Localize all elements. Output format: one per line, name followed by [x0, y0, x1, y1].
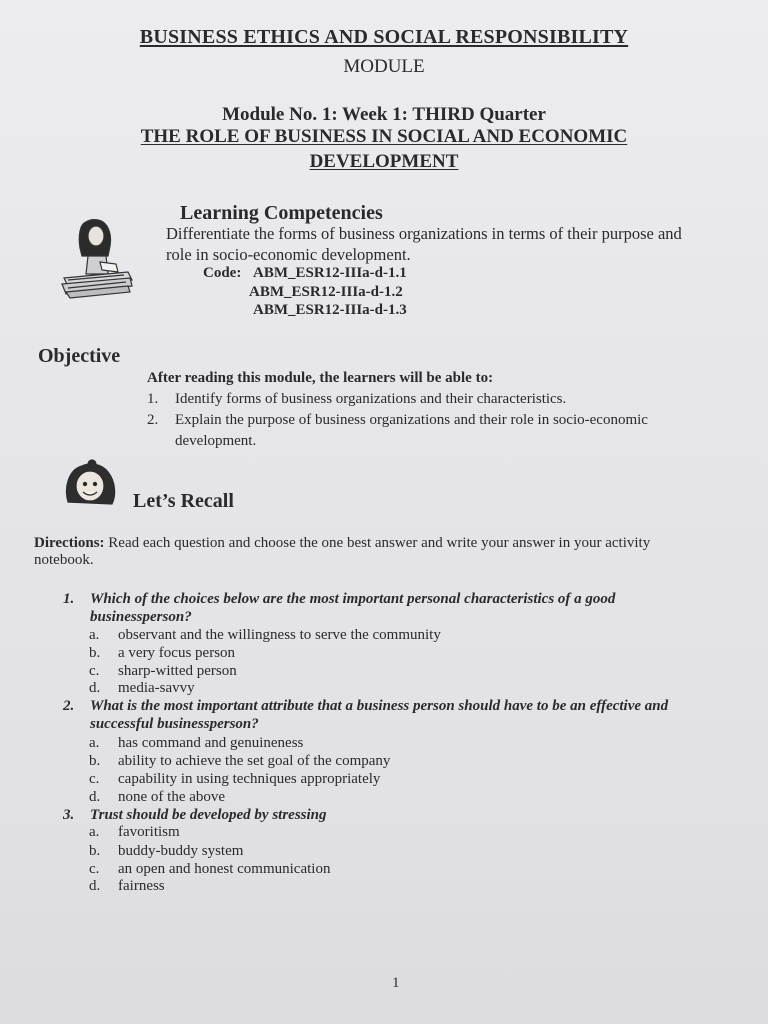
question-number: 1. — [63, 591, 75, 607]
option-letter: c. — [89, 771, 100, 787]
option-text: observant and the willingness to serve the community — [118, 627, 441, 643]
question-text: businessperson? — [90, 609, 192, 625]
option-letter: d. — [89, 789, 101, 805]
lets-recall-heading: Let’s Recall — [133, 490, 234, 512]
competency-code-3: ABM_ESR12-IIIa-d-1.3 — [253, 302, 407, 318]
option-text: favoritism — [118, 824, 180, 840]
option-text: fairness — [118, 878, 165, 894]
option-text: an open and honest communication — [118, 861, 331, 877]
topic-title-line-2: DEVELOPMENT — [309, 151, 459, 172]
reading-student-illustration — [58, 212, 138, 300]
objective-item-text: Explain the purpose of business organizations and their role in socio-economic — [175, 412, 648, 428]
smiling-student-avatar — [60, 458, 122, 508]
option-letter: b. — [89, 753, 101, 769]
document-subtitle: MODULE — [343, 56, 425, 77]
directions-text: Read each question and choose the one best answer and write your answer in your activity — [108, 535, 651, 551]
question-text: What is the most important attribute that a business person should have to be an effective and — [90, 698, 669, 714]
option-text: ability to achieve the set goal of the company — [118, 753, 391, 769]
question-text: Trust should be developed by stressing — [90, 807, 327, 823]
objective-item-number: 2. — [147, 412, 159, 428]
option-text: sharp-witted person — [118, 663, 237, 679]
question-number: 3. — [63, 807, 75, 823]
objective-item-text: Identify forms of business organizations and their characteristics. — [175, 391, 567, 407]
code-label: Code: — [203, 265, 242, 281]
document-title: BUSINESS ETHICS AND SOCIAL RESPONSIBILITY — [139, 26, 629, 48]
option-text: none of the above — [118, 789, 226, 805]
page-number: 1 — [392, 975, 400, 991]
option-text: buddy-buddy system — [118, 843, 244, 859]
module-number: Module No. 1: Week 1: THIRD Quarter — [222, 104, 546, 125]
option-letter: a. — [89, 824, 100, 840]
objective-item-text: development. — [175, 433, 257, 449]
option-letter: d. — [89, 680, 101, 696]
competency-text-line-1: Differentiate the forms of business organizations in terms of their purpose and — [166, 224, 682, 243]
option-text: has command and genuineness — [118, 735, 304, 751]
option-letter: b. — [89, 843, 101, 859]
learning-competencies-heading: Learning Competencies — [180, 202, 383, 224]
option-letter: b. — [89, 645, 101, 661]
option-text: capability in using techniques appropriately — [118, 771, 381, 787]
objective-intro: After reading this module, the learners will be able to: — [147, 370, 494, 386]
question-number: 2. — [63, 698, 75, 714]
competency-code-1: ABM_ESR12-IIIa-d-1.1 — [253, 265, 407, 281]
option-text: media-savvy — [118, 680, 195, 696]
option-letter: c. — [89, 663, 100, 679]
directions-line-1 — [34, 535, 650, 552]
directions-line-2: notebook. — [34, 552, 94, 568]
objective-heading: Objective — [38, 345, 121, 367]
option-letter: c. — [89, 861, 100, 877]
question-text: Which of the choices below are the most important personal characteristics of a good — [90, 591, 616, 607]
competency-text-line-2: role in socio-economic development. — [166, 245, 411, 264]
option-text: a very focus person — [118, 645, 236, 661]
topic-title-line-1: THE ROLE OF BUSINESS IN SOCIAL AND ECONOMIC — [140, 126, 628, 147]
directions-label: Directions: — [34, 535, 105, 551]
competency-code-2: ABM_ESR12-IIIa-d-1.2 — [249, 284, 403, 300]
option-letter: a. — [89, 627, 100, 643]
option-letter: a. — [89, 735, 100, 751]
objective-item-number: 1. — [147, 391, 159, 407]
question-text: successful businessperson? — [90, 716, 259, 732]
option-letter: d. — [89, 878, 101, 894]
